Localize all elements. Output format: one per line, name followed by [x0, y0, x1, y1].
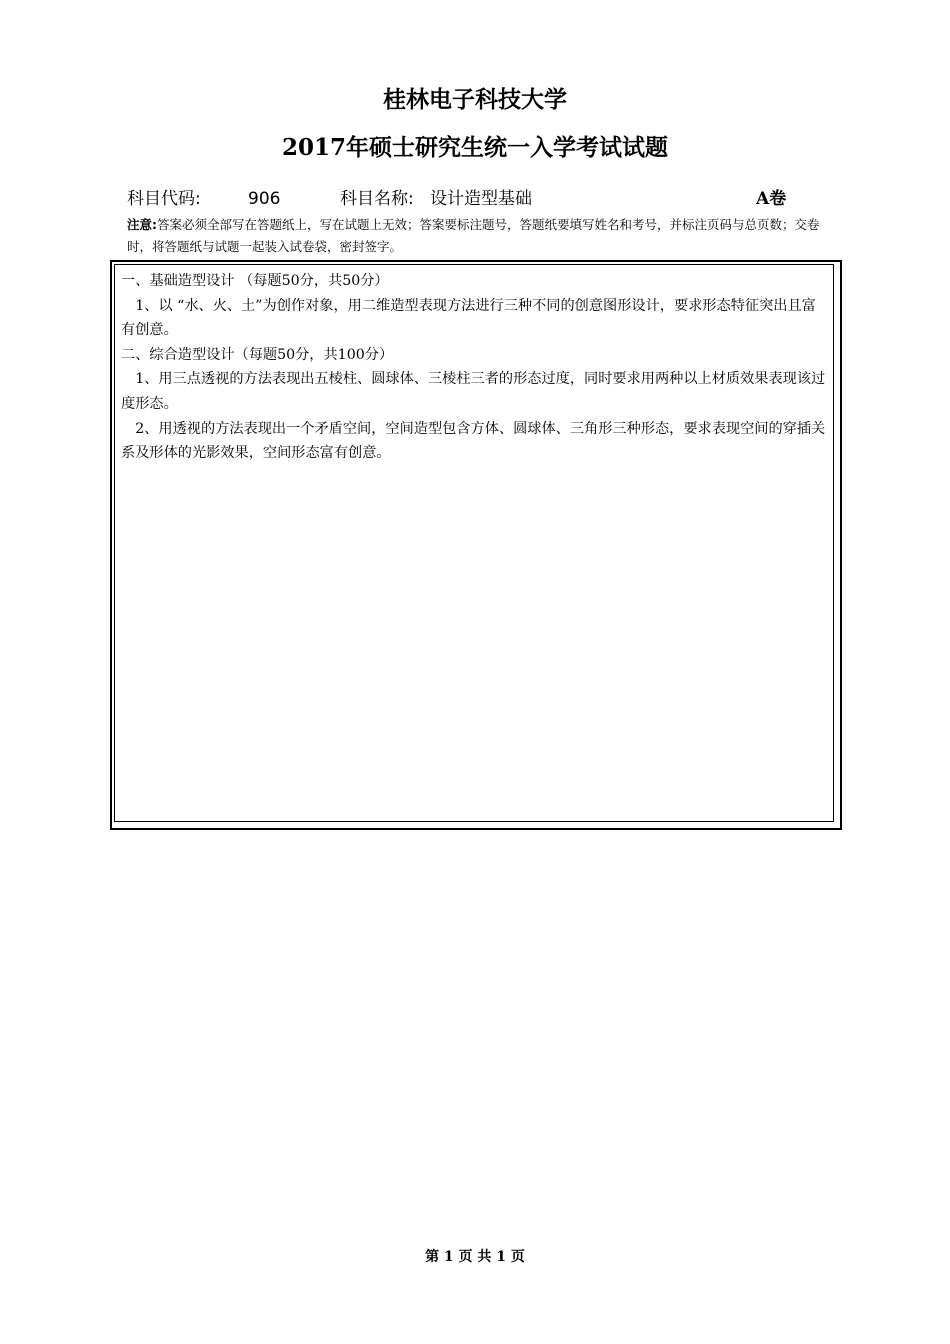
university-name: 桂林电子科技大学 — [383, 86, 567, 113]
question-content — [114, 264, 834, 822]
subject-name-label: 科目名称: — [340, 189, 414, 209]
notice-text: 答案必须全部写在答题纸上，写在试题上无效；答案要标注题号，答题纸要填写姓名和考号，并标注页码与总页数；交卷时，将答题纸与试题一起装入试卷袋，密封签字。 — [127, 217, 820, 254]
subject-name-value: 设计造型基础 — [430, 189, 532, 209]
subject-code-label: 科目代码: — [127, 189, 201, 209]
section2-heading: 二、综合造型设计（每题50分，共100分） — [121, 346, 394, 363]
section2-question-2: 2、用透视的方法表现出一个矛盾空间，空间造型包含方体、圆球体、三角形三种形态，要求表现空间的穿插关系及形体的光影效果，空间形态富有创意。 — [121, 420, 826, 462]
paper-version: A卷 — [756, 189, 787, 209]
section1-question-1: 1、以 “水、火、土”为创作对象，用二维造型表现方法进行三种不同的创意图形设计，要求形态特征突出且富有创意。 — [121, 297, 816, 339]
subject-row — [0, 186, 950, 212]
page-footer: 第 1 页 共 1 页 — [425, 1249, 525, 1265]
question-frame — [110, 260, 842, 830]
exam-title: 2017年硕士研究生统一入学考试试题 — [281, 134, 668, 161]
subject-code-value: 906 — [248, 189, 281, 209]
exam-notice — [127, 214, 832, 258]
section2-question-1: 1、用三点透视的方法表现出五棱柱、圆球体、三棱柱三者的形态过度，同时要求用两种以上材质效果表现该过度形态。 — [121, 371, 826, 412]
notice-label: 注意: — [127, 217, 157, 232]
section1-heading: 一、基础造型设计 （每题50分，共50分） — [121, 273, 389, 289]
